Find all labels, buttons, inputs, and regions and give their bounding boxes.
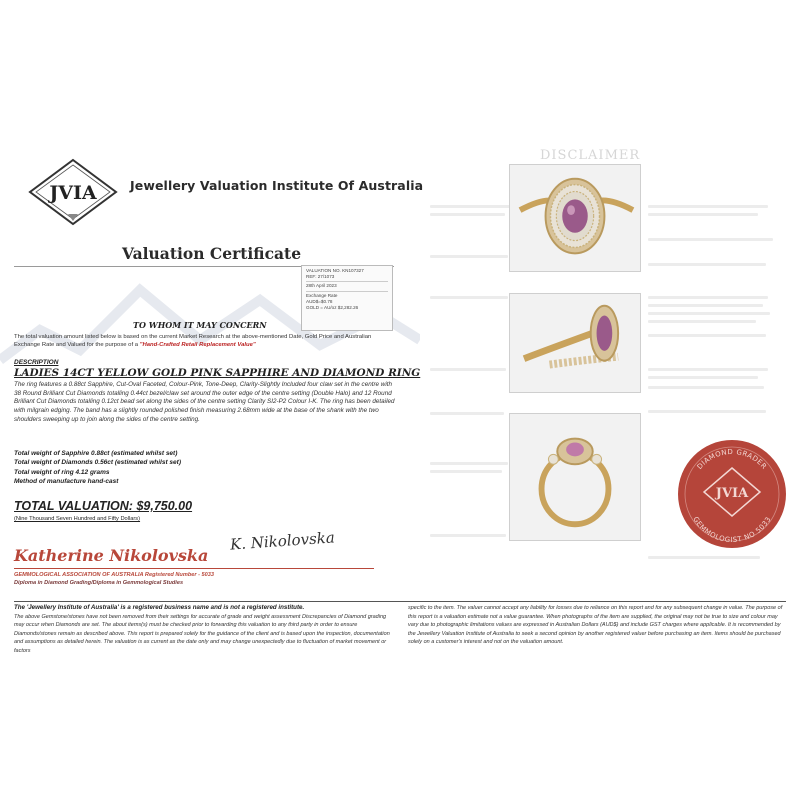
ring-photo-side-view — [509, 293, 641, 393]
footer-left-text: The above Gemstone/stones have not been removed from their settings for accurate of grade and weight assessment Discrepancies of Diamond grading may occur when Diamonds are set. The about items(s) must be checked prior to forwarding this valuation to any third party in order to ensure Diamonds/stones remain as described above. This report is prepared solely for the guidance of the client and is based upon the inspection, documentation and assumptions as detailed herein. The valuation is as current as the date only and may change unexpectedly due to fluctuation of market movement or factors — [14, 613, 390, 654]
seal-bottom-text: GEMMOLOGIST NO 5033 — [691, 515, 773, 545]
logo-text: JVIA — [49, 182, 97, 204]
seal-top-text: DIAMOND GRADER — [695, 447, 769, 471]
diamond-grader-seal — [676, 438, 788, 550]
footer-left-heading: The 'Jewellery Institute of Australia' is a registered business name and is not a registered institute. — [14, 604, 305, 611]
reference: REF: 27/1073 — [306, 274, 335, 280]
total-in-words: (Nine Thousand Seven Hundred and Fifty Dollars) — [14, 516, 141, 522]
signer-name: Katherine Nikolovska — [14, 546, 209, 565]
institute-name: Jewellery Valuation Institute Of Australia — [130, 178, 424, 193]
weight-diamonds: Total weight of Diamonds 0.56ct (estimated whilst set) — [14, 459, 181, 467]
diploma-text: Diploma in Diamond Grading/Diploma in Gemmological Studies — [14, 580, 184, 586]
intro-paragraph — [14, 333, 399, 349]
weight-sapphire: Total weight of Sapphire 0.88ct (estimated whilst set) — [14, 450, 178, 457]
ring-top-image — [510, 165, 640, 271]
certificate-title: Valuation Certificate — [122, 244, 302, 263]
weight-ring: Total weight of ring 4.12 grams — [14, 468, 110, 476]
gold-rate: GOLD = AU/oz $2,282.26 — [306, 305, 359, 311]
total-valuation: TOTAL VALUATION: $9,750.00 — [14, 499, 193, 513]
handwritten-signature: K. Nikolovska — [229, 528, 336, 554]
item-heading: LADIES 14CT YELLOW GOLD PINK SAPPHIRE AND DIAMOND RING — [14, 367, 421, 379]
valuation-info-box — [301, 265, 393, 331]
footer-right-disclaimer: specific to the item. The valuer cannot accept any liability for losses due to reliance on this report and for any subsequent change in value. The purpose of this report is a valuation estimate not a value guarantee. When photographs of the item are supplied, the original may not be true to size and colour may vary due to photographic limitations values are expressed in Australian Dollars (AUD$) and include GST charges where applicable. It is recommended by the Jewellery Valuation Institute of Australia to seek a second opinion by another registered valuer before purchasing an item. Items should be purchased solely on a customer's interest and not on the valuation amount. — [408, 605, 783, 645]
ring-front-image — [510, 414, 640, 540]
weights-list — [14, 449, 314, 486]
footer-left-disclaimer — [14, 604, 396, 655]
to-whom-heading: TO WHOM IT MAY CONCERN — [133, 320, 267, 330]
valuation-date: 28th April 2023 — [306, 283, 337, 289]
disclaimer-title: DISCLAIMER — [540, 148, 641, 163]
intro-highlight: "Hand-Crafted Retail Replacement Value" — [139, 342, 256, 349]
divider — [306, 291, 388, 292]
ring-photo-top-view — [509, 164, 641, 272]
association-registration: GEMMOLOGICAL ASSOCIATION OF AUSTRALIA Registered Number - 5033 — [14, 572, 214, 578]
ring-photo-front-view — [509, 413, 641, 541]
ring-side-image — [510, 294, 640, 392]
signature-line — [14, 568, 374, 569]
exchange-label: Exchange Rate — [306, 292, 338, 298]
divider — [14, 601, 786, 602]
item-description: The ring features a 0.88ct Sapphire, Cut-Oval Faceted, Colour-Pink, Tone-Deep, Clarity-Slightly Included four claw set in the centre with 38 Round Brilliant Cut Diamonds totalling 0.44ct bezel/claw set around the outer edge of the centre setting (Double Halo) and 12 Round Brilliant Cut Diamonds totalling 0.12ct bead set along the sides of the centre setting Clarity SI2-P2 Colour I-K. The ring has been detailed with milgrain edging. The band has a slightly rounded polished finish measuring 2.68mm wide at the base of the shank with the two shoulders sweeping up to join along the sides of the centre setting. — [14, 381, 395, 423]
manufacture-method: Method of manufacture hand-cast — [14, 477, 119, 485]
intro-text: The total valuation amount listed below is based on the current Market Research at the above-mentioned Date, Gold Price and Australian Exchange Rate and Valued for the purpose of a — [14, 334, 372, 349]
aud-rate: AUD$=$0.78 — [306, 298, 333, 304]
description-label: DESCRIPTION — [14, 359, 59, 366]
valuation-number: VALUATION NO. KN107327 — [306, 268, 364, 273]
seal-logo-text: JVIA — [715, 486, 749, 501]
jvia-logo — [28, 158, 118, 228]
divider — [306, 281, 388, 282]
